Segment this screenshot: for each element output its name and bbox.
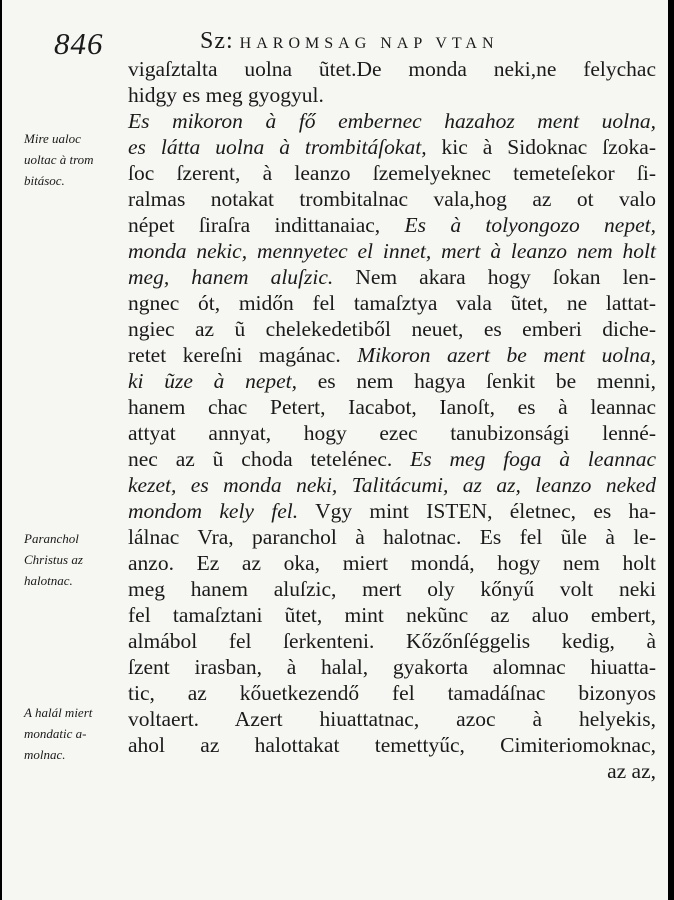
text-run: es nem hagya ſenkit be menni, — [297, 369, 656, 393]
italic-text-run: kezet, es monda neki, Talitácumi, az az, leanzo neked — [128, 473, 656, 497]
text-run: nec az ũ choda tetelénec. — [128, 447, 411, 471]
text-line — [128, 160, 656, 186]
text-run: ngnec ót, midőn fel tamaſztya vala ũtet, ne lattat- — [128, 291, 656, 315]
text-line — [128, 576, 656, 602]
text-run: tic, az kőuetkezendő fel tamadáſnac bizonyos — [128, 681, 656, 705]
text-run: ſzent irasban, à halal, gyakorta alomnac hiuatta- — [128, 655, 656, 679]
italic-text-run: meg, hanem aluſzic. — [128, 265, 334, 289]
text-line — [128, 56, 656, 82]
text-line — [128, 212, 656, 238]
text-line — [128, 82, 656, 108]
text-run: vigaſztalta uolna ũtet.De monda neki,ne felychac — [128, 57, 656, 81]
text-run: voltaert. Azert hiuattatnac, azoc à helyekis, — [128, 707, 656, 731]
text-line — [128, 420, 656, 446]
margin-note-line: Paranchol — [24, 531, 79, 546]
text-run: Vgy mint ISTEN, életnec, es ha- — [298, 499, 656, 523]
text-run: Nem akara hogy ſokan len- — [333, 265, 656, 289]
text-run: fel tamaſztani ũtet, mint nekũnc az aluo embert, — [128, 603, 656, 627]
text-run: ſoc ſzerent, à leanzo ſzemelyeknec temeteſekor ſi- — [128, 161, 656, 185]
text-line — [128, 472, 656, 498]
italic-text-run: ki ũze à nepet, — [128, 369, 298, 393]
running-head — [200, 28, 499, 55]
margin-note-line: mondatic a- — [24, 726, 87, 741]
running-head-title: HAROMSAG NAP VTAN — [239, 35, 499, 52]
text-line — [128, 654, 656, 680]
margin-note-line: Mire ualoc — [24, 131, 81, 146]
text-run: ahol az halottakat temettyűc, Cimiteriomoknac, — [128, 733, 656, 757]
text-line — [128, 342, 656, 368]
italic-text-run: mondom kely fel. — [128, 499, 299, 523]
text-line — [128, 186, 656, 212]
page-edge-right — [668, 0, 674, 900]
margin-note-line: A halál miert — [24, 705, 93, 720]
text-line — [128, 628, 656, 654]
margin-note-line: molnac. — [24, 747, 66, 762]
margin-note-line: Christus az — [24, 552, 83, 567]
text-line — [128, 446, 656, 472]
text-line — [128, 498, 656, 524]
text-line — [128, 680, 656, 706]
text-line — [128, 602, 656, 628]
margin-note-3 — [24, 702, 128, 765]
italic-text-run: Es à tolyongozo nepet, — [404, 213, 656, 237]
body-text — [128, 56, 656, 784]
text-line — [128, 524, 656, 550]
page-number: 846 — [54, 26, 104, 61]
italic-text-run: monda nekic, mennyetec el innet, mert à leanzo nem holt — [128, 239, 656, 263]
text-run: ngiec az ũ chelekedetiből neuet, es emberi diche- — [128, 317, 656, 341]
text-line — [128, 368, 656, 394]
text-run: hanem chac Petert, Iacabot, Ianoſt, es à leannac — [128, 395, 656, 419]
text-line — [128, 264, 656, 290]
text-line — [128, 108, 656, 134]
italic-text-run: es látta uolna à trombitáſokat, — [128, 135, 427, 159]
margin-note-2 — [24, 528, 128, 591]
running-head-sz: Sz: — [200, 28, 234, 54]
text-line — [128, 550, 656, 576]
text-run: népet ſiraſra indittanaiac, — [128, 213, 405, 237]
text-run: hidgy es meg gyogyul. — [128, 83, 324, 107]
text-line — [128, 706, 656, 732]
text-run: anzo. Ez az oka, miert mondá, hogy nem holt — [128, 551, 656, 575]
page-edge-left — [0, 0, 2, 900]
margin-note-line: bitásoc. — [24, 173, 65, 188]
text-run: meg hanem aluſzic, mert oly kőnyű volt neki — [128, 577, 656, 601]
text-run: kic à Sidoknac ſzoka- — [426, 135, 657, 159]
text-run: az az, — [607, 759, 656, 783]
margin-note-line: halotnac. — [24, 573, 73, 588]
text-run: almábol fel ſerkenteni. Kőzőnſéggelis kedig, à — [128, 629, 656, 653]
text-run: ralmas notakat trombitalnac vala,hog az ot valo — [128, 187, 656, 211]
text-run: attyat annyat, hogy ezec tanubizonsági lenné- — [128, 421, 656, 445]
italic-text-run: Es mikoron à fő embernec hazahoz ment uolna, — [128, 109, 656, 133]
text-line — [128, 316, 656, 342]
text-line — [128, 238, 656, 264]
margin-note-line: uoltac à trom — [24, 152, 94, 167]
text-line — [128, 732, 656, 758]
text-line — [128, 134, 656, 160]
text-line — [128, 758, 656, 784]
margin-note-1 — [24, 128, 128, 191]
text-line — [128, 290, 656, 316]
text-run: lálnac Vra, paranchol à halotnac. Es fel ũle à le- — [128, 525, 656, 549]
text-line — [128, 394, 656, 420]
text-run: retet kereſni magánac. — [128, 343, 358, 367]
italic-text-run: Es meg foga à leannac — [410, 447, 656, 471]
italic-text-run: Mikoron azert be ment uolna, — [357, 343, 657, 367]
